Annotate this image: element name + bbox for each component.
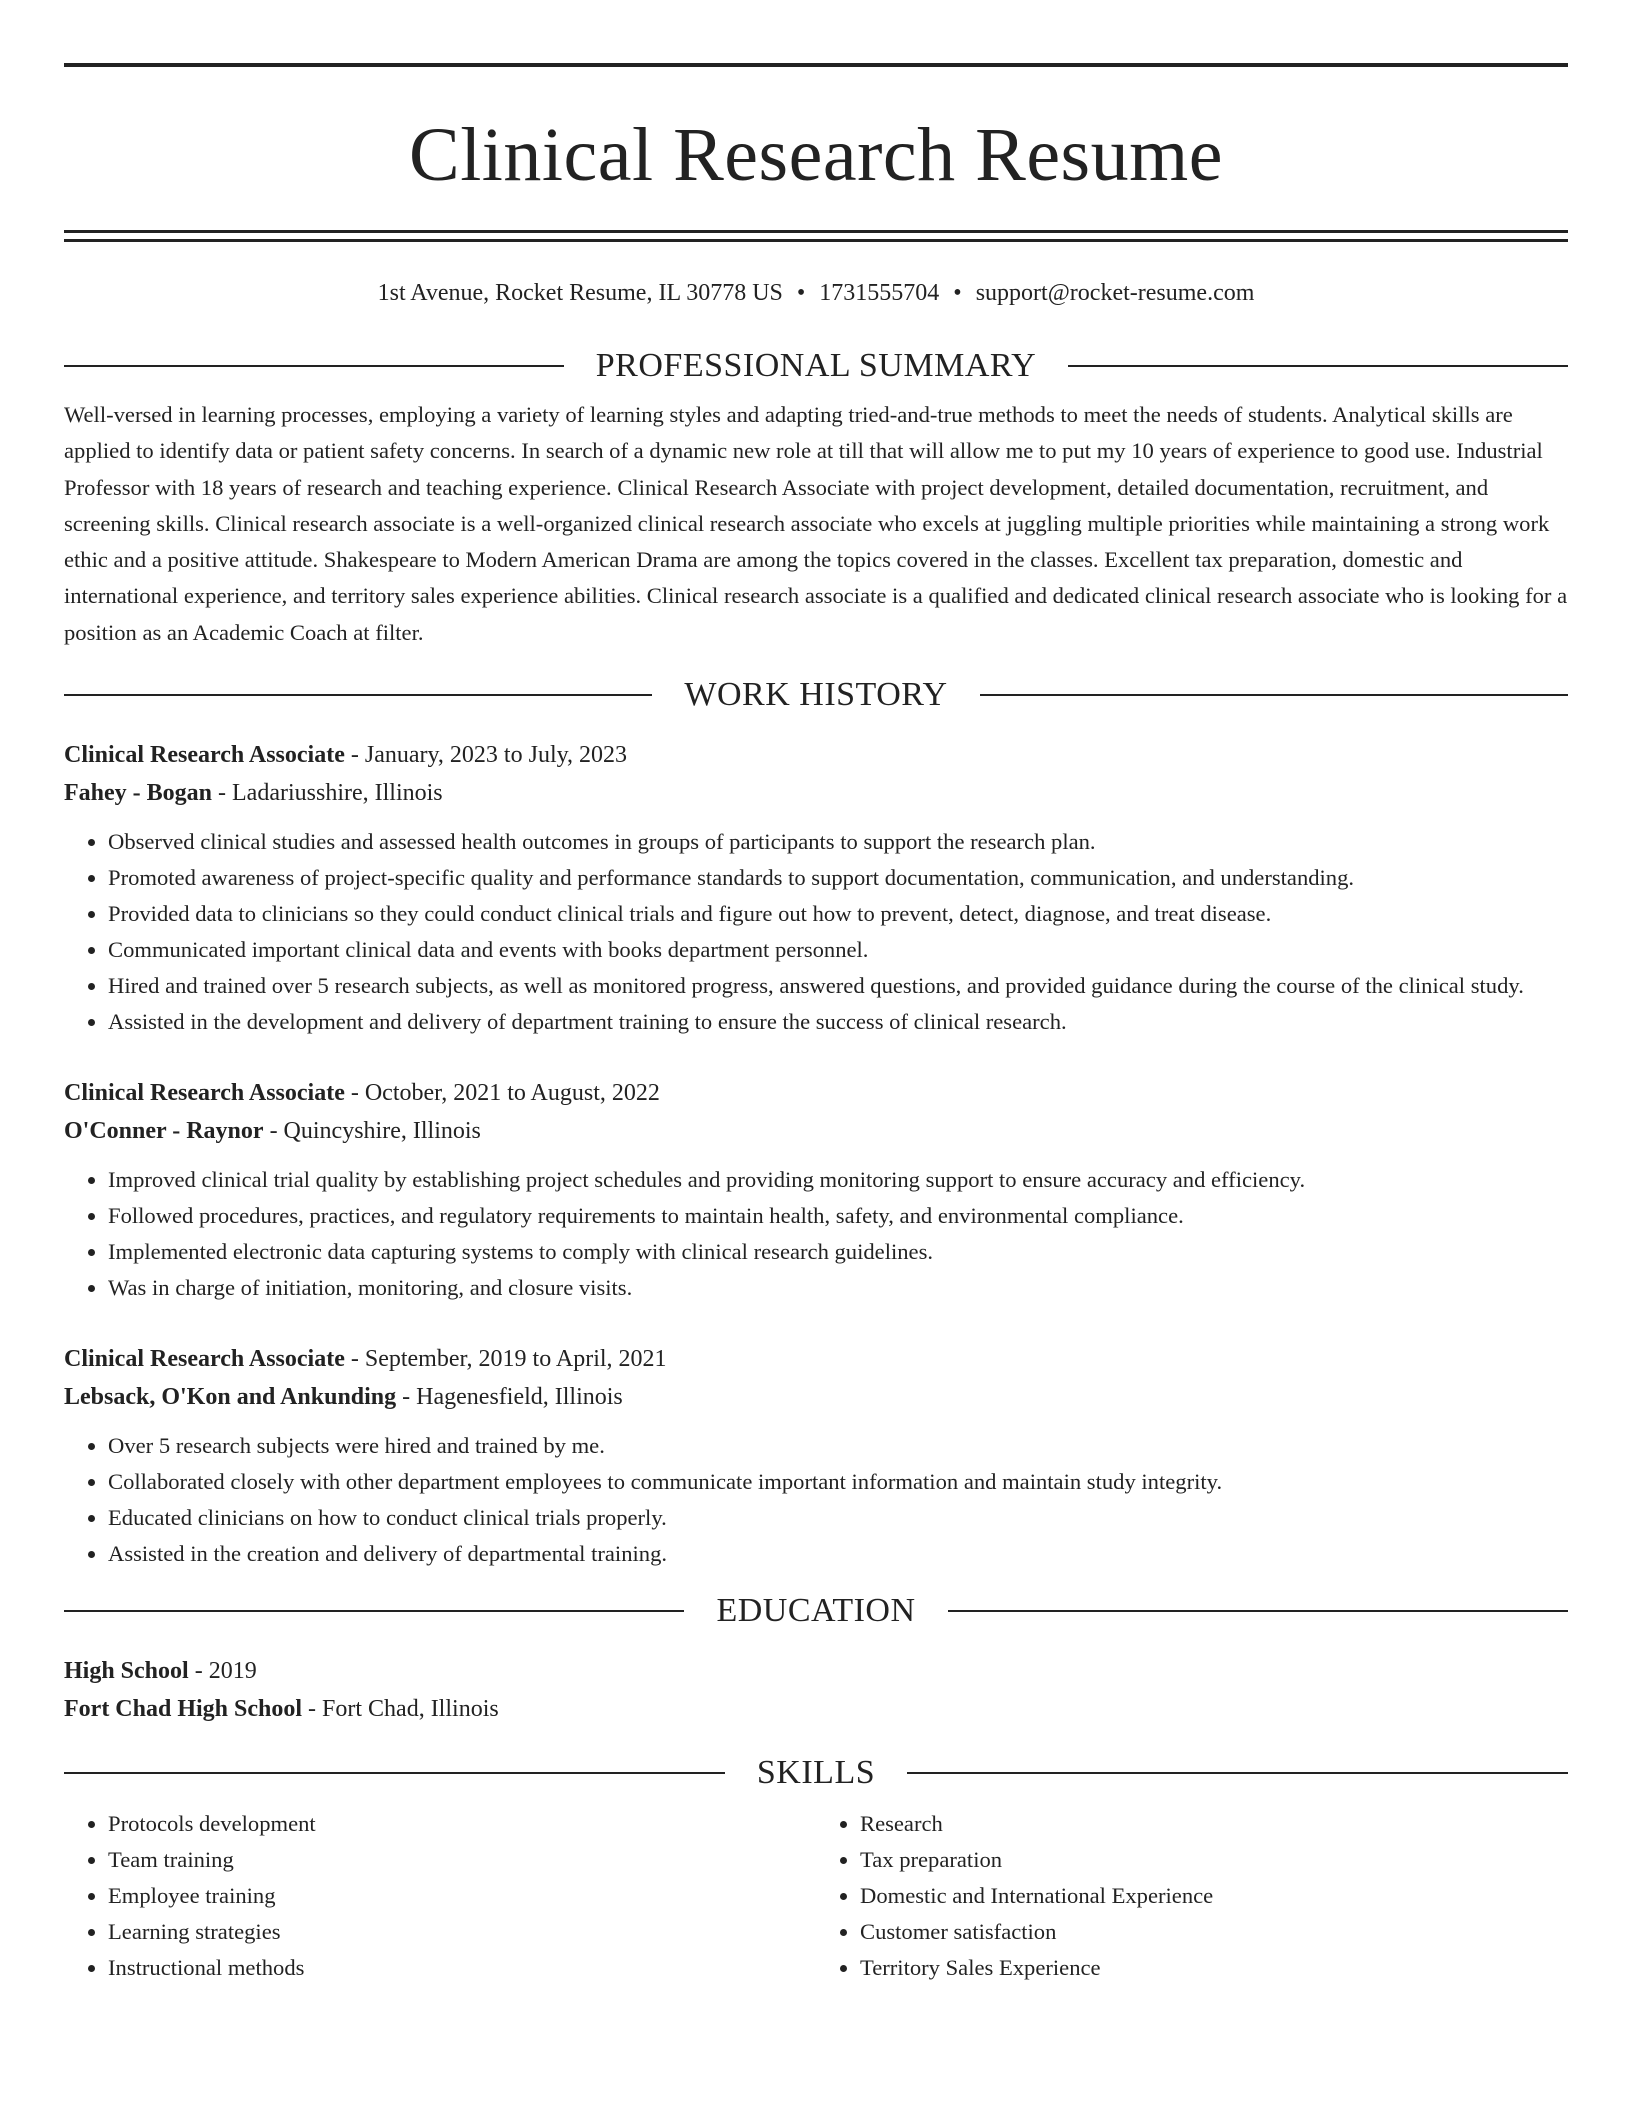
job-bullet: • Followed procedures, practices, and regulatory requirements to maintain health, safety, and environmental compliance.	[108, 1198, 1568, 1234]
summary-heading	[64, 345, 1568, 387]
job-title: Clinical Research Associate	[64, 1345, 345, 1372]
skill-item: • Learning strategies	[108, 1914, 816, 1950]
heading-rule-right	[1068, 365, 1568, 367]
job-bullet: • Collaborated closely with other department employees to communicate important information and maintain study integrity.	[108, 1464, 1568, 1500]
job-location: - Quincyshire, Illinois	[263, 1117, 481, 1144]
education-degree-line	[64, 1652, 1568, 1690]
heading-rule-right	[907, 1772, 1568, 1774]
job-company-line	[64, 774, 1568, 812]
education-heading-label: EDUCATION	[716, 1591, 916, 1629]
resume-title: Clinical Research Resume	[409, 113, 1223, 197]
work-history-heading-label: WORK HISTORY	[684, 675, 948, 713]
skill-item: • Team training	[108, 1842, 816, 1878]
contact-email: support@rocket-resume.com	[975, 280, 1255, 306]
job-dates: - October, 2021 to August, 2022	[344, 1079, 660, 1106]
top-rule	[64, 63, 1568, 67]
title-double-rule	[64, 230, 1568, 242]
job-bullet: • Over 5 research subjects were hired and trained by me.	[108, 1428, 1568, 1464]
skill-item: • Employee training	[108, 1878, 816, 1914]
skill-item: • Domestic and International Experience	[860, 1878, 1568, 1914]
job-bullet: • Hired and trained over 5 research subjects, as well as monitored progress, answered questions, and provided guidance during the course of the clinical study.	[108, 968, 1568, 1004]
education-degree: High School	[64, 1657, 189, 1684]
skills-heading-label: SKILLS	[756, 1753, 876, 1791]
job-bullet: • Provided data to clinicians so they could conduct clinical trials and figure out how to prevent, detect, diagnose, and treat disease.	[108, 896, 1568, 932]
skill-item: • Territory Sales Experience	[860, 1950, 1568, 1986]
heading-rule-left	[64, 1772, 725, 1774]
education-location: - Fort Chad, Illinois	[302, 1695, 499, 1722]
job-company: Fahey - Bogan	[64, 779, 213, 806]
job-company: O'Conner - Raynor	[64, 1117, 264, 1144]
job-company-line	[64, 1378, 1568, 1416]
education-school-line	[64, 1690, 1568, 1728]
job-title-line	[64, 1074, 1568, 1112]
summary-heading-label: PROFESSIONAL SUMMARY	[595, 347, 1037, 384]
education-entry	[64, 1652, 1568, 1728]
job-bullet: • Was in charge of initiation, monitoring, and closure visits.	[108, 1270, 1568, 1306]
job-dates: - January, 2023 to July, 2023	[344, 741, 628, 768]
job-bullet: • Improved clinical trial quality by establishing project schedules and providing monitoring support to ensure accuracy and efficiency.	[108, 1162, 1568, 1198]
job-title: Clinical Research Associate	[64, 741, 345, 768]
job-entry	[64, 1074, 1568, 1306]
contact-address: 1st Avenue, Rocket Resume, IL 30778 US	[377, 280, 783, 306]
heading-rule-left	[64, 1610, 684, 1612]
contact-separator: •	[796, 280, 806, 306]
heading-rule-left	[64, 365, 564, 367]
job-bullets	[64, 1428, 1568, 1572]
contact-separator: •	[953, 280, 962, 306]
job-bullet: • Promoted awareness of project-specific quality and performance standards to support documentation, communication, and understanding.	[108, 860, 1568, 896]
job-bullet: • Communicated important clinical data and events with books department personnel.	[108, 932, 1568, 968]
skill-item: • Instructional methods	[108, 1950, 816, 1986]
job-bullets	[64, 1162, 1568, 1306]
heading-rule-right	[980, 694, 1568, 696]
job-company: Lebsack, O'Kon and Ankunding	[64, 1383, 397, 1410]
skill-item: • Protocols development	[108, 1806, 816, 1842]
job-location: - Ladariusshire, Illinois	[212, 779, 443, 806]
contact-phone: 1731555704	[819, 280, 940, 306]
summary-text: Well-versed in learning processes, employing a variety of learning styles and adapting tried-and-true methods to meet the needs of students. Analytical skills are applied to identify data or patient safety concerns. In search of a dynamic new role at till that will allow me to put my 10 years of experience to good use. Industrial Professor with 18 years of research and teaching experience. Clinical Research Associate with project development, detailed documentation, recruitment, and screening skills. Clinical research associate is a well-organized clinical research associate who excels at juggling multiple priorities while maintaining a strong work ethic and a positive attitude. Shakespeare to Modern American Drama are among the topics covered in the classes. Excellent tax preparation, domestic and international experience, and territory sales experience abilities. Clinical research associate is a qualified and dedicated clinical research associate who is looking for a position as an Academic Coach at filter.	[64, 402, 1568, 645]
education-heading	[64, 1590, 1568, 1632]
job-bullet: • Educated clinicians on how to conduct clinical trials properly.	[108, 1500, 1568, 1536]
job-bullet: • Observed clinical studies and assessed health outcomes in groups of participants to support the research plan.	[108, 824, 1568, 860]
skill-item: • Research	[860, 1806, 1568, 1842]
heading-rule-right	[948, 1610, 1568, 1612]
job-location: - Hagenesfield, Illinois	[396, 1383, 623, 1410]
job-bullet: • Assisted in the creation and delivery of departmental training.	[108, 1536, 1568, 1572]
job-title: Clinical Research Associate	[64, 1079, 345, 1106]
skills-heading	[64, 1752, 1568, 1794]
education-school: Fort Chad High School	[64, 1695, 303, 1722]
work-history-heading	[64, 674, 1568, 716]
skill-item: • Customer satisfaction	[860, 1914, 1568, 1950]
job-bullets	[64, 824, 1568, 1040]
contact-line	[64, 277, 1568, 309]
job-title-line	[64, 1340, 1568, 1378]
job-entry	[64, 1340, 1568, 1572]
skill-item: • Tax preparation	[860, 1842, 1568, 1878]
job-bullet: • Implemented electronic data capturing systems to comply with clinical research guidelines.	[108, 1234, 1568, 1270]
job-entry	[64, 736, 1568, 1040]
job-bullet: • Assisted in the development and delivery of department training to ensure the success of clinical research.	[108, 1004, 1568, 1040]
job-dates: - September, 2019 to April, 2021	[344, 1345, 667, 1372]
education-year: - 2019	[188, 1657, 257, 1684]
skills-left-column	[64, 1806, 816, 1986]
skills-right-column	[816, 1806, 1568, 1986]
job-company-line	[64, 1112, 1568, 1150]
heading-rule-left	[64, 694, 652, 696]
skills-columns	[64, 1806, 1568, 1986]
job-title-line	[64, 736, 1568, 774]
